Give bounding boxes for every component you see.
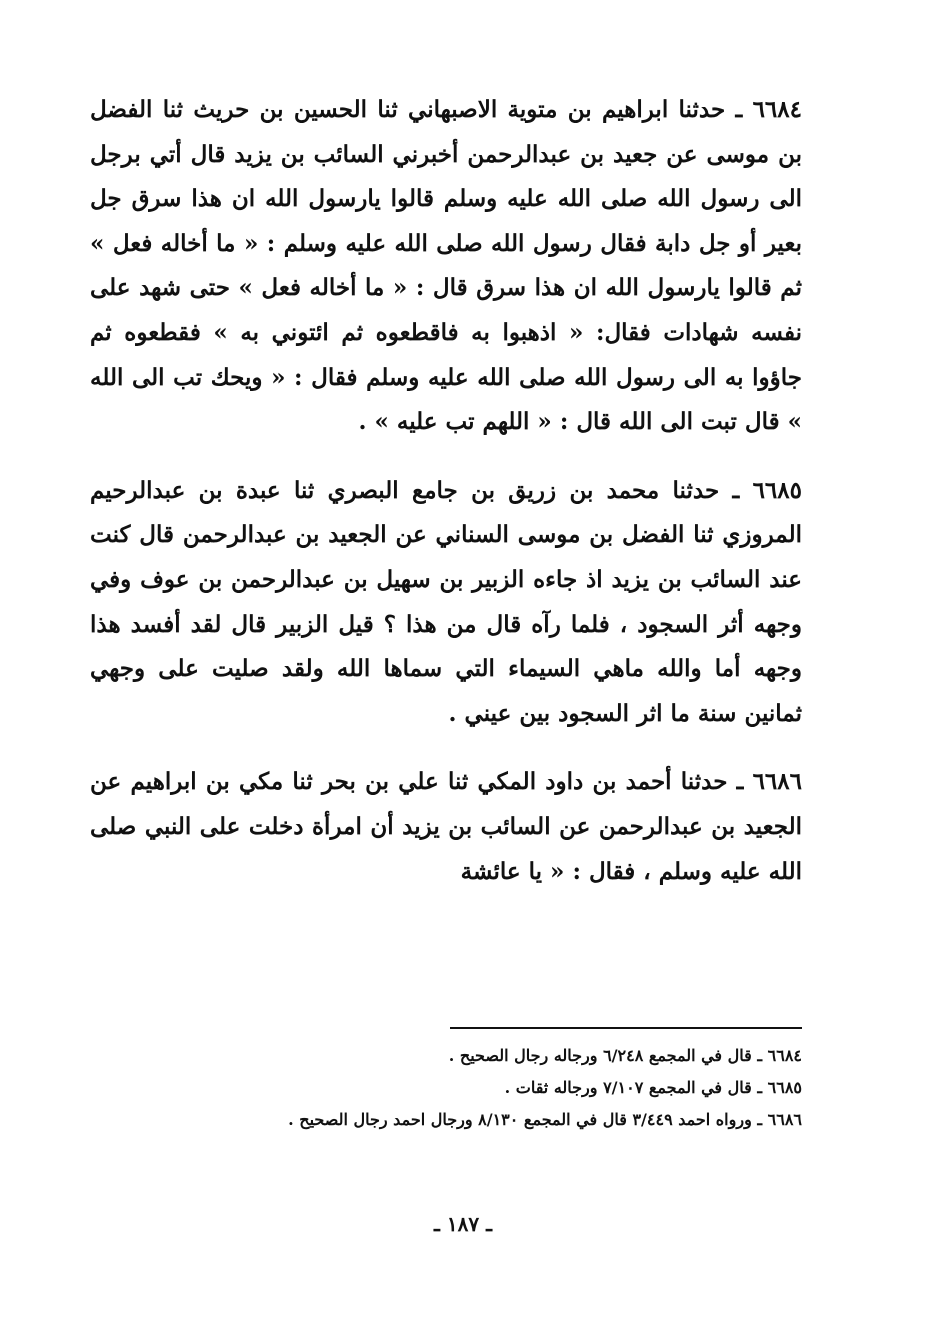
footnotes bbox=[90, 1040, 802, 1136]
main-text-body bbox=[90, 88, 802, 894]
page-number: ـ ١٨٧ ـ bbox=[434, 1212, 492, 1236]
footnote-6686: ٦٦٨٦ ـ ورواه احمد ٣/٤٤٩ قال في المجمع ٨/١٣٠ ورجال احمد رجال الصحيح . bbox=[288, 1110, 802, 1129]
hadith-6685: ٦٦٨٥ ـ حدثنا محمد بن زريق بن جامع البصري ثنا عبدة بن عبدالرحيم المروزي ثنا الفضل بن موسى السناني عن الجعيد بن عبدالرحمن قال كنت عند السائب بن يزيد اذ جاءه الزبير بن سهيل بن عبدالرحمن بن عوف وفي وجهه أثر السجود ، فلما رآه قال من هذا ؟ قيل الزبير قال لقد أفسد هذا وجهه أما والله ماهي السيماء التي سماها الله ولقد صليت على وجهي ثمانين سنة ما اثر السجود بين عيني . bbox=[90, 476, 802, 727]
hadith-6684: ٦٦٨٤ ـ حدثنا ابراهيم بن متوية الاصبهاني ثنا الحسين بن حريث ثنا الفضل بن موسى عن جعيد بن عبدالرحمن أخبرني السائب بن يزيد قال أتي برجل الى رسول الله صلى الله عليه وسلم قالوا يارسول الله ان هذا سرق جل بعير أو جل دابة فقال رسول الله صلى الله عليه وسلم : « ما أخاله فعل » ثم قالوا يارسول الله ان هذا سرق قال : « ما أخاله فعل » حتى شهد على نفسه شهادات فقال: « اذهبوا به فاقطعوه ثم ائتوني به » فقطعوه ثم جاؤوا به الى رسول الله صلى الله عليه وسلم فقال : « ويحك تب الى الله » قال تبت الى الله قال : « اللهم تب عليه » . bbox=[90, 96, 802, 436]
footnote-6685: ٦٦٨٥ ـ قال في المجمع ٧/١٠٧ ورجاله ثقات . bbox=[504, 1078, 802, 1097]
footnote-divider bbox=[450, 1027, 802, 1029]
footnote-6684: ٦٦٨٤ ـ قال في المجمع ٦/٢٤٨ ورجاله رجال الصحيح . bbox=[448, 1046, 802, 1065]
hadith-6686: ٦٦٨٦ ـ حدثنا أحمد بن داود المكي ثنا علي بن بحر ثنا مكي بن ابراهيم عن الجعيد بن عبدالرحمن عن السائب بن يزيد أن امرأة دخلت على النبي صلى الله عليه وسلم ، فقال : « يا عائشة bbox=[90, 768, 802, 885]
